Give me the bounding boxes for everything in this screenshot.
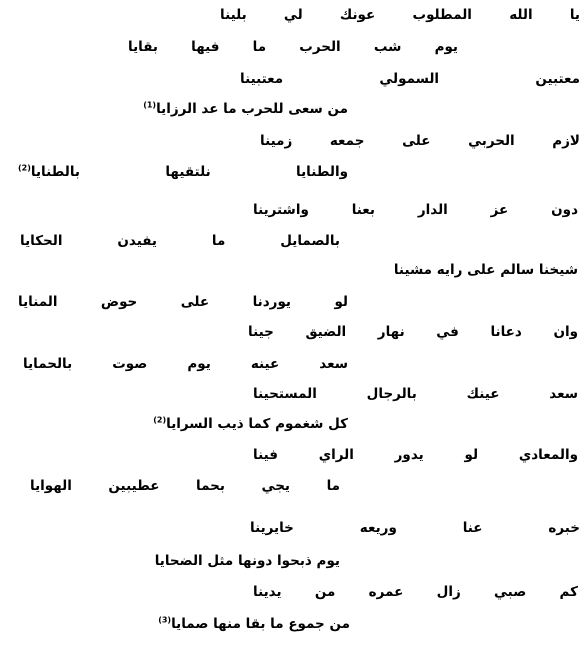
line-text: معتبين السمولي معتبينا	[240, 71, 580, 87]
line-text: والمعادي لو يدور الراي فينا	[253, 447, 578, 463]
line-text: ما يجي بحما عطيبين الهوايا	[30, 478, 340, 494]
line-text: لو يوردنا على حوض المنايا	[18, 294, 348, 310]
line-text: كم صبي زال عمره من يدينا	[253, 584, 578, 600]
poem-line	[20, 614, 350, 634]
poem-line	[128, 37, 458, 57]
poem-line	[23, 414, 348, 434]
poem-line	[30, 551, 340, 571]
line-text: يوم شب الحرب ما فيها بقايا	[128, 39, 458, 55]
poem-line	[18, 292, 348, 312]
line-text: سعد عينه يوم صوت بالحمايا	[23, 356, 348, 372]
line-text: من سعى للحرب ما عد الرزايا	[156, 101, 348, 117]
poem-line	[253, 582, 578, 602]
line-text: دون عز الدار بعنا واشترينا	[253, 202, 578, 218]
poem-line	[253, 200, 578, 220]
poem-line	[18, 99, 348, 119]
poem-line	[220, 5, 580, 25]
poem-line	[253, 445, 578, 465]
line-text: كل شغموم كما ذيب السرايا	[166, 416, 348, 432]
poem-line	[260, 131, 580, 151]
poem-line	[30, 476, 340, 496]
poem-line	[248, 260, 578, 280]
line-text: لازم الحربي على جمعه زمينا	[260, 133, 580, 149]
line-text: سعد عينك بالرجال المستحينا	[253, 386, 578, 402]
line-text: يوم ذبحوا دونها مثل الضحايا	[154, 553, 340, 569]
line-text: يا الله المطلوب عونك لي بلينا	[220, 7, 580, 23]
line-text: من جموع ما بقا منها صمايا	[171, 616, 350, 632]
line-text: وان دعانا في نهار الضيق جينا	[248, 324, 578, 340]
line-text: بالصمايل ما يفيدن الحكايا	[20, 233, 340, 249]
poem-line	[248, 322, 578, 342]
poem-line	[253, 384, 578, 404]
poem-line	[250, 518, 580, 538]
poem-line	[20, 231, 340, 251]
footnote-marker: (2)	[18, 163, 31, 173]
footnote-marker: (1)	[143, 100, 157, 110]
footnote-marker: (3)	[158, 615, 172, 625]
line-text: خبره عنا وريعه خايرينا	[250, 520, 580, 536]
poem-line	[23, 354, 348, 374]
line-text: شيخنا سالم على رايه مشينا	[393, 262, 578, 278]
poem-line	[240, 69, 580, 89]
footnote-marker: (2)	[153, 415, 167, 425]
poem-line	[18, 162, 348, 182]
line-text: والطنايا نلتقيها بالطنايا	[30, 164, 348, 180]
